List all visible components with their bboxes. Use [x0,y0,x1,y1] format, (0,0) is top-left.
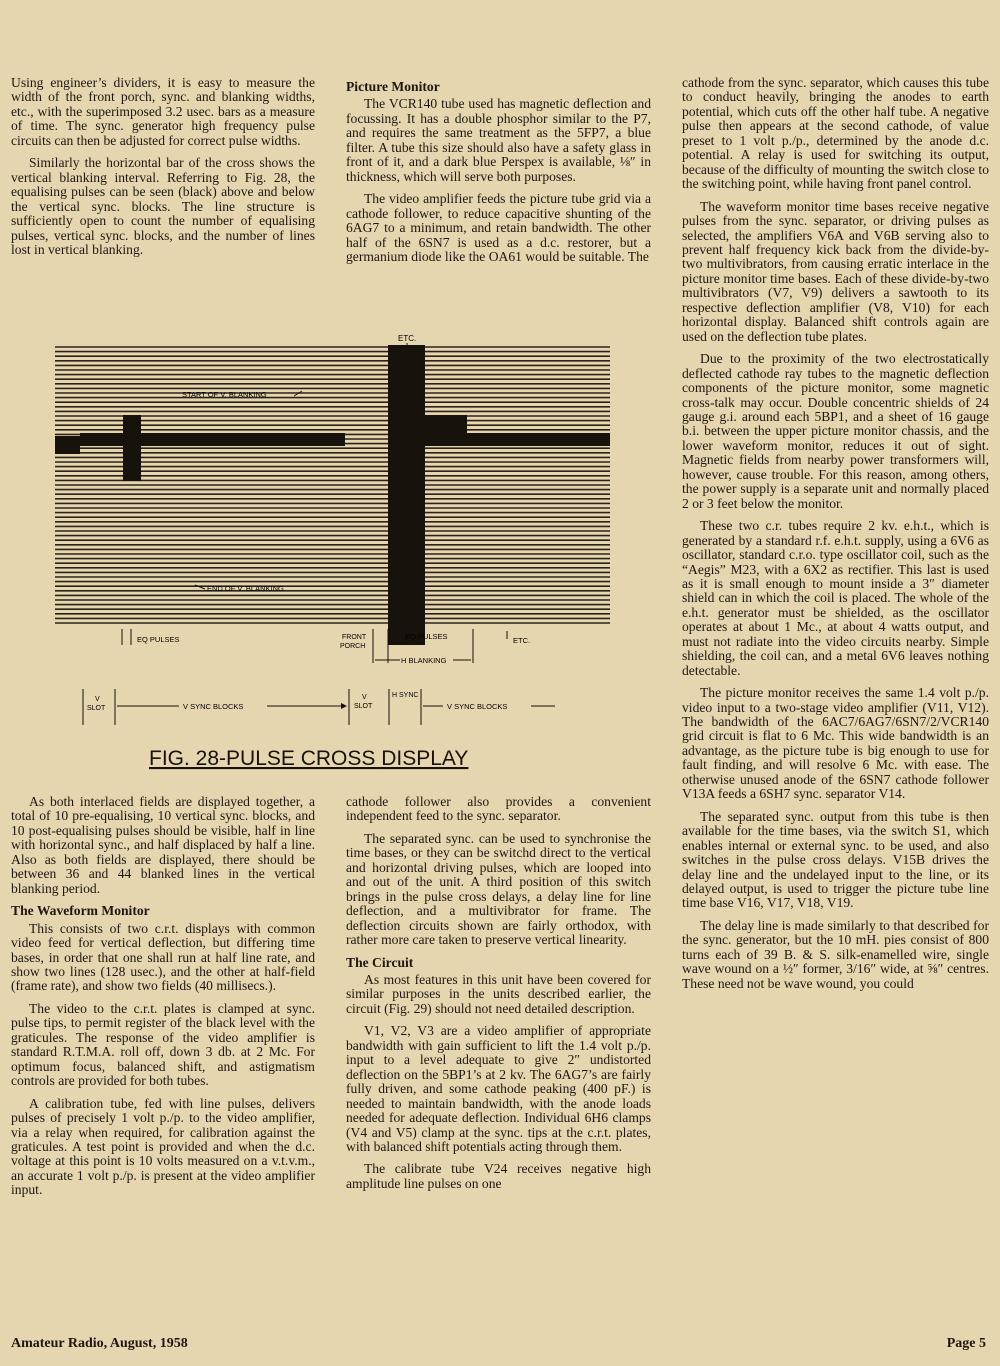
section-heading-the-circuit: The Circuit [346,954,414,970]
section-heading-waveform-monitor: The Waveform Monitor [11,903,150,919]
column-2 [346,76,651,272]
paragraph: V1, V2, V3 are a video amplifier of appropriate bandwidth with gain sufficient to lift the 1.4 volt p./p. input to a level adequate to give 2″ undistorted deflection on the 5BP1’s at 2 kv. The 6AG7’s are fairly fully driven, and some cathode peaking (400 pF.) is needed to maintain bandwidth, with the anode loads needed for adequate deflection. Individual 6H6 clamps (V4 and V5) clamp at the sync. tips at the c.r.t. plates, with balanced shift potentials acting through them. [346,1023,651,1154]
paragraph: The delay line is made similarly to that described for the sync. generator, but the 10 mH. pies consist of 800 turns each of 39 B. & S. silk-enamelled wire, single wave wound on a ½″ former, 3/16″ wide, at ⅝″ centres. These need not be wave wound, you could [682,917,989,991]
label-etc-right: ETC. [513,636,531,645]
label-v-sync-blocks-2: V SYNC BLOCKS [447,702,508,711]
paragraph: The VCR140 tube used has magnetic deflection and focussing. It has a double phosphor similar to the P7, and requires the same treatment as the 5FP7, a blue filter. A tube this size should also have a safety glass in front of it, and a dark blue Perspex is available, ⅛″ in thickness, which will serve both purposes. [346,96,651,184]
paragraph: The separated sync. can be used to synchronise the time bases, or they can be switchd direct to the vertical and horizontal driving pulses, which are looped into and out of the unit. A third position of this switch brings in the pulse cross delays, a delay line for line deflection, and a multivibrator for frame. The deflection circuits shown are fairly orthodox, with rather more care taken to preserve vertical linearity. [346,830,651,948]
label-eq-pulses-right: EQ PULSES [405,632,448,641]
label-end-v-blanking: END OF V. BLANKING [207,584,284,593]
pulse-cross-figure [55,333,615,793]
paragraph: The picture monitor receives the same 1.4 volt p./p. video input to a two-stage video amplifier (V11, V12). The bandwidth of the 6AC7/6AG7/6SN7/2/VCR140 grid circuit is flat to 6 Mc. This wide bandwidth is an advantage, as the picture tube is big enough to use for fault finding, and will resolve 6 Mc. with ease. The otherwise unused anode of the 6SN7 cathode follower V13A feeds a 6SH7 sync. separator V14. [682,685,989,802]
paragraph: As both interlaced fields are displayed together, a total of 10 pre-equalising, 10 vertical sync. blocks, and 10 post-equalising pulses should be visible, half in line with horizontal sync., and half displaced by half a line. Also as both fields are displayed, there should be between 36 and 44 blanked lines in the vertical blanking period. [11,794,315,896]
label-etc-top: ETC. [398,334,417,343]
paragraph: Similarly the horizontal bar of the cross shows the vertical blanking interval. Referring to Fig. 28, the equalising pulses can be seen (black) above and below the vertical sync. blocks. The line structure is sufficiently open to count the number of equalising pulses, vertical sync. blocks, and the number of lines lost in vertical blanking. [11,155,315,257]
paragraph: The video to the c.r.t. plates is clamped at sync. pulse tips, to permit register of the black level with the graticules. The response of the video amplifier is standard R.T.M.A. roll off, down 3 db. at 2 Mc. For optimum focus, balanced shift, and astigmatism controls are provided for both tubes. [11,1000,315,1089]
paragraph: These two c.r. tubes require 2 kv. e.h.t., which is generated by a standard r.f. e.h.t. supply, using a 6V6 as oscillator, standard c.r.o. type oscillator coil, such as the “Aegis” M23, with a 6X2 as rectifier. This last is used as it is small enough to mount inside a 3″ diameter shield can in which the coil is placed. The whole of the e.h.t. generator must be shielded, as the oscillator operates at about 1 Mc., at about 4 watts output, and must not radiate into the video circuits nearby. Simple shielding, the coil can, and a metal 6V6 leaves nothing detectable. [682,518,989,678]
right-cross-stem [407,433,425,517]
label-h-sync: H SYNC [392,692,419,699]
label-v-slot-1b: SLOT [87,705,106,712]
label-v-slot-2a: V [362,694,367,701]
label-v-sync-blocks-1: V SYNC BLOCKS [183,702,244,711]
paragraph: The waveform monitor time bases receive negative pulses from the sync. separator, or driving pulses as selected, the amplifiers V6A and V6B serving also to prevent half frequency kick back from the divide-by-two multivibrators, from causing erratic interlace in the picture monitor time bases. Each of these divide-by-two multivibrators (V7, V9) delivers a sawtooth to its respective deflection amplifier (V8, V10) for each horizontal display. Balanced shift controls again are used on the deflection tube plates. [682,198,989,344]
paragraph: Due to the proximity of the two electrostatically deflected cathode ray tubes to the magnetic deflection components of the picture monitor, some magnetic cross-talk may occur. Double concentric shields of 24 gauge g.i. around each 5BP1, and a sheet of 16 gauge b.i. between the upper picture monitor chassis, and the lower waveform monitor, reduces it out of sight. Magnetic fields from nearby power transformers will, however, cause trouble. For this reason, among others, the power supply is a separate unit and normally placed 2 or 3 feet below the monitor. [682,351,989,511]
column-5 [346,795,651,1199]
paragraph: The separated sync. output from this tube is then available for the time bases, via the switch S1, which enables internal or external sync. to be used, and also switches in the pulse cross delays. V15B drives the delay line and the undelayed input to the line, or its delayed output, is used to trigger the picture tube line time base V16, V17, V18, V19. [682,808,989,911]
paragraph: cathode follower also provides a convenient independent feed to the sync. separator. [346,794,651,824]
label-h-blanking: H BLANKING [401,656,447,665]
footer-page-number: Page 5 [946,1336,986,1351]
footer-publication: Amateur Radio, August, 1958 [11,1336,188,1351]
label-front-porch-2: PORCH [340,643,366,650]
left-cross-stem [123,415,141,481]
paragraph: Using engineer’s dividers, it is easy to measure the width of the front porch, sync. and blanking widths, etc., with the superimposed 3.2 usec. bars as a measure of time. The sync. generator high frequency pulse circuits can then be adjusted for correct pulse widths. [11,75,315,148]
label-start-v-blanking: START OF V. BLANKING [182,390,267,399]
left-eq-block [55,436,80,454]
paragraph: This consists of two c.r.t. displays with common video feed for vertical deflection, but differing time bases, in order that one shall run at half line rate, and show two lines (128 usec.), and the other at half-field (frame rate), and show two fields (40 millisecs.). [11,920,315,994]
paragraph: cathode from the sync. separator, which causes this tube to conduct heavily, bringing the anodes to earth potential, which cuts off the other half tube. A negative pulse then appears at the second cathode, of value preset to 1 volt p./p., determined by the anode d.c. potential. A relay is used for switching its output, because of the difficulty of mounting the switch close to the switching point, while having front panel control. [682,75,989,192]
label-eq-pulses-left: EQ PULSES [137,635,180,644]
paragraph: A calibration tube, fed with line pulses, delivers pulses of precisely 1 volt p./p. to the video amplifier, via a relay when required, for calibration against the graticules. A test point is provided and when the d.c. voltage at this point is 10 volts measured on a v.t.v.m., an accurate 1 volt p./p. is present at the video amplifier input. [11,1095,315,1198]
paragraph: The calibrate tube V24 receives negative high amplitude line pulses on one [346,1161,651,1191]
raster-lines [55,347,610,623]
column-3 [682,76,989,999]
right-cross-arm [407,415,467,433]
label-v-slot-2b: SLOT [354,703,373,710]
column-4 [11,795,315,1206]
paragraph: As most features in this unit have been covered for similar purposes in the units described earlier, the circuit (Fig. 29) should not need detailed description. [346,971,651,1016]
column-1 [11,76,315,265]
label-v-slot-1a: V [95,696,100,703]
figure-caption: FIG. 28-PULSE CROSS DISPLAY [149,747,469,770]
left-cross-bar [80,433,345,446]
paragraph: The video amplifier feeds the picture tube grid via a cathode follower, to reduce capacitive shunting of the 6AG7 to a minimum, and retain bandwidth. The other half of the 6SN7 is used as a d.c. restorer, but a germanium diode like the OA61 would be suitable. The [346,191,651,264]
section-heading-picture-monitor: Picture Monitor [346,79,440,94]
label-front-porch-1: FRONT [342,634,367,641]
